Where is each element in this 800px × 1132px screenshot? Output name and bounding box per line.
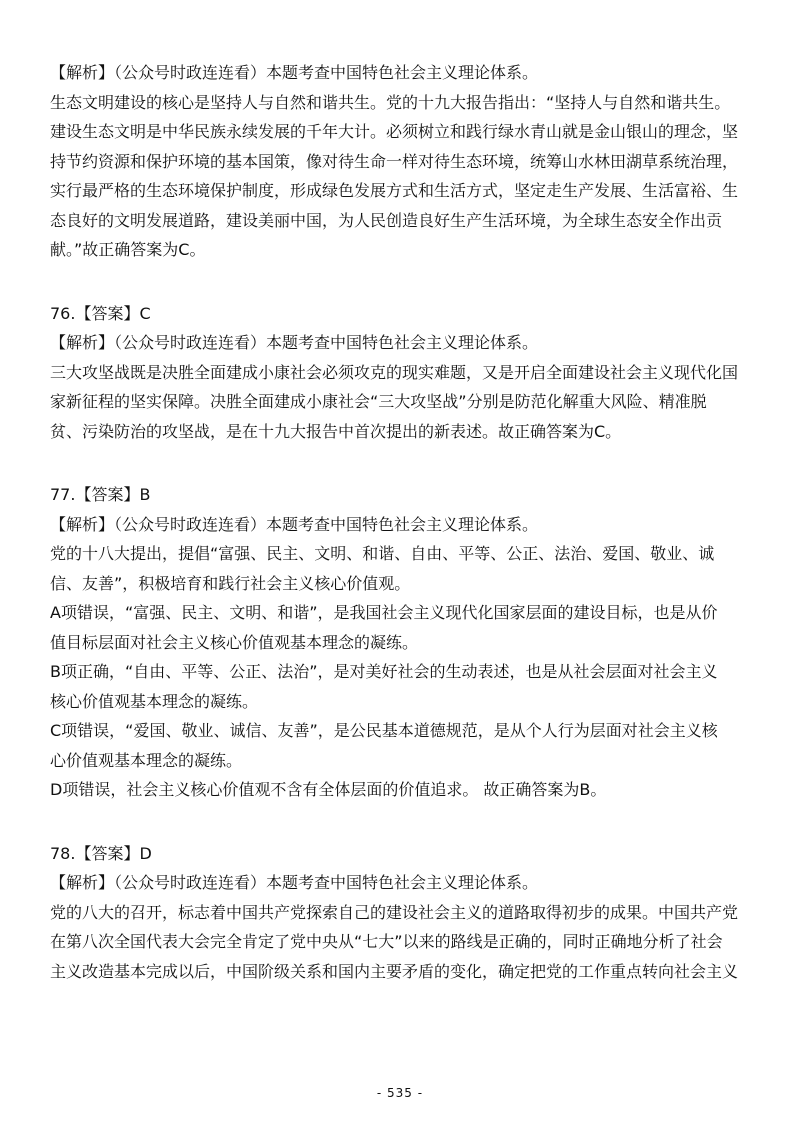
text-line: 献。”故正确答案为C。 bbox=[50, 240, 206, 259]
text-line: 生态文明建设的核心是坚持人与自然和谐共生。党的十九大报告指出：“坚持人与自然和谐共生。 bbox=[50, 92, 731, 112]
text-line: 建设生态文明是中华民族永续发展的千年大计。必须树立和践行绿水青山就是金山银山的理念，坚 bbox=[50, 122, 739, 141]
analysis-heading: 【解析】（公众号时政连连看）本题考查中国特色社会主义理论体系。 bbox=[50, 63, 539, 82]
text-line: 党的十八大提出，提倡“富强、民主、文明、和谐、自由、平等、公正、法治、爱国、敬业、诚 bbox=[50, 544, 715, 563]
text-line: 三大攻坚战既是决胜全面建成小康社会必须攻克的现实难题，又是开启全面建设社会主义现代化国 bbox=[50, 362, 739, 382]
answer-heading: 78.【答案】D bbox=[50, 843, 152, 863]
text-line: 持节约资源和保护环境的基本国策，像对待生命一样对待生态环境，统筹山水林田湖草系统治理， bbox=[50, 151, 739, 171]
section-spacer bbox=[50, 805, 754, 839]
text-line: 信、友善”，积极培育和践行社会主义核心价值观。 bbox=[50, 573, 411, 593]
text-line: 贫、污染防治的攻坚战，是在十九大报告中首次提出的新表述。故正确答案为C。 bbox=[50, 421, 622, 441]
text-line: D项错误，社会主义核心价值观不含有全体层面的价值追求。 故正确答案为B。 bbox=[50, 780, 607, 799]
text-line: A项错误，“富强、民主、文明、和谐”，是我国社会主义现代化国家层面的建设目标，也是从价 bbox=[50, 603, 718, 622]
page-number: - 535 - bbox=[376, 1086, 424, 1100]
text-line: 心价值观基本理念的凝练。 bbox=[50, 750, 243, 770]
text-line: 核心价值观基本理念的凝练。 bbox=[50, 691, 259, 711]
analysis-heading: 【解析】（公众号时政连连看）本题考查中国特色社会主义理论体系。 bbox=[50, 514, 539, 534]
section-77 bbox=[50, 480, 754, 805]
section-spacer bbox=[50, 265, 754, 299]
text-line: B项正确，“自由、平等、公正、法治”，是对美好社会的生动表述，也是从社会层面对社会主义 bbox=[50, 662, 718, 681]
text-line: 主义改造基本完成以后，中国阶级关系和国内主要矛盾的变化，确定把党的工作重点转向社会主义 bbox=[50, 961, 739, 981]
text-line: 值目标层面对社会主义核心价值观基本理念的凝练。 bbox=[50, 632, 419, 652]
section-76 bbox=[50, 299, 754, 447]
text-line: 党的八大的召开，标志着中国共产党探索自己的建设社会主义的道路取得初步的成果。中国共产党 bbox=[50, 902, 739, 922]
analysis-heading: 【解析】（公众号时政连连看）本题考查中国特色社会主义理论体系。 bbox=[50, 873, 539, 892]
analysis-heading: 【解析】（公众号时政连连看）本题考查中国特色社会主义理论体系。 bbox=[50, 333, 539, 352]
section-78 bbox=[50, 839, 754, 987]
answer-heading: 76.【答案】C bbox=[50, 303, 151, 323]
text-line: 在第八次全国代表大会完全肯定了党中央从“七大”以来的路线是正确的，同时正确地分析了社会 bbox=[50, 932, 723, 951]
section-spacer bbox=[50, 446, 754, 480]
answer-heading: 77.【答案】B bbox=[50, 485, 151, 504]
document-body bbox=[50, 58, 754, 986]
text-line: 态良好的文明发展道路，建设美丽中国，为人民创造良好生产生活环境，为全球生态安全作出贡 bbox=[50, 210, 723, 230]
section-75-explanation bbox=[50, 58, 754, 265]
text-line: 家新征程的坚实保障。决胜全面建成小康社会“三大攻坚战”分别是防范化解重大风险、精准脱 bbox=[50, 392, 707, 411]
text-line: 实行最严格的生态环境保护制度，形成绿色发展方式和生活方式，坚定走生产发展、生活富裕、生 bbox=[50, 181, 739, 200]
text-line: C项错误，“爱国、敬业、诚信、友善”，是公民基本道德规范，是从个人行为层面对社会主义核 bbox=[50, 721, 718, 740]
